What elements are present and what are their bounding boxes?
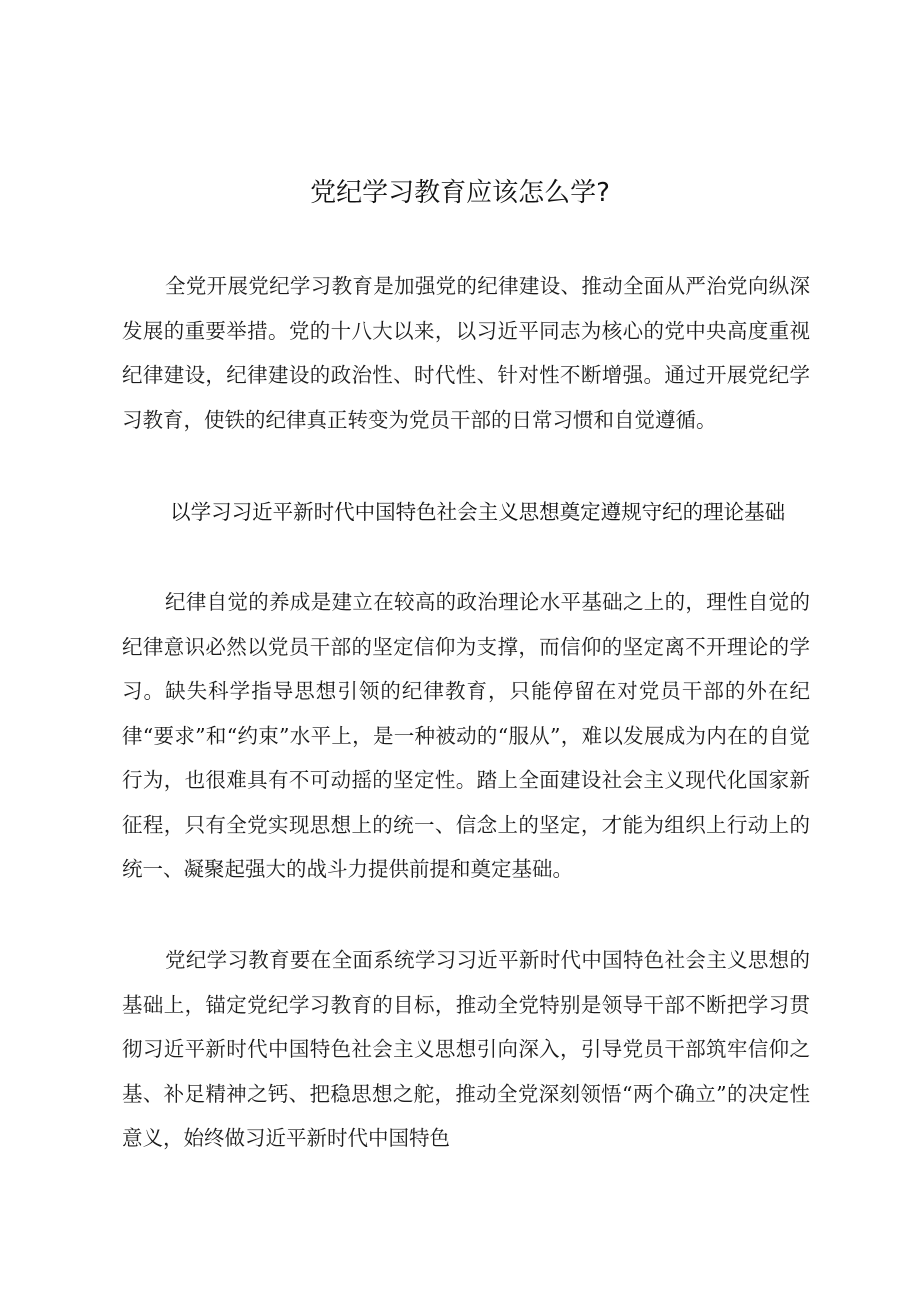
paragraph-intro: 全党开展党纪学习教育是加强党的纪律建设、推动全面从严治党向纵深发展的重要举措。党的十八大以来，以习近平同志为核心的党中央高度重视纪律建设，纪律建设的政治性、时代性、针对性不断增强。通过开展党纪学习教育，使铁的纪律真正转变为党员干部的日常习惯和自觉遵循。: [122, 274, 810, 432]
section-heading: 以学习习近平新时代中国特色社会主义思想奠定遵规守纪的理论基础: [170, 500, 786, 524]
paragraph-discipline-consciousness: 纪律自觉的养成是建立在较高的政治理论水平基础之上的，理性自觉的纪律意识必然以党员干部的坚定信仰为支撑，而信仰的坚定离不开理论的学习。缺失科学指导思想引领的纪律教育，只能停留在对党员干部的外在纪律“要求”和“约束”水平上，是一种被动的“服从”，难以发展成为内在的自觉行为，也很难具有不可动摇的坚定性。踏上全面建设社会主义现代化国家新征程，只有全党实现思想上的统一、信念上的坚定，才能为组织上行动上的统一、凝聚起强大的战斗力提供前提和奠定基础。: [122, 590, 810, 881]
paragraph-party-education: 党纪学习教育要在全面系统学习习近平新时代中国特色社会主义思想的基础上，锚定党纪学习教育的目标，推动全党特别是领导干部不断把学习贯彻习近平新时代中国特色社会主义思想引向深入，引导党员干部筑牢信仰之基、补足精神之钙、把稳思想之舵，推动全党深刻领悟“两个确立”的决定性意义，始终做习近平新时代中国特色: [122, 948, 810, 1150]
document-title: 党纪学习教育应该怎么学?: [310, 178, 610, 208]
